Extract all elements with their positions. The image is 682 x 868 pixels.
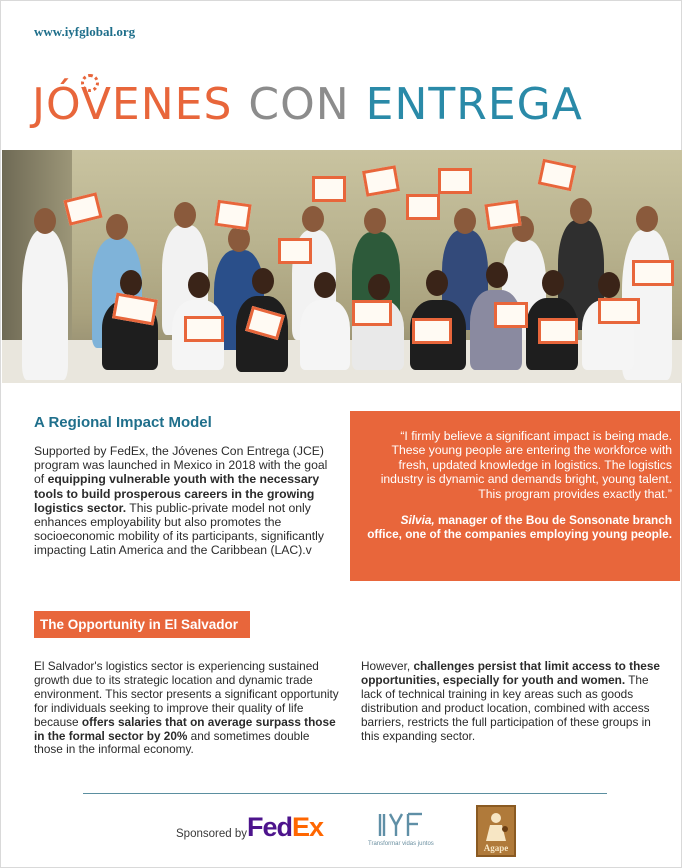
- intro-rest-text: This public-private model not only enhances employability but also promotes the socioeconomic mobility of its participants, significantly impacting Latin America and the Caribbean (LAC).v: [34, 500, 324, 558]
- group-photo: [2, 150, 682, 383]
- quote-attribution: [364, 513, 672, 542]
- agape-logo: [476, 805, 516, 857]
- photo-person: [22, 230, 68, 380]
- photo-certificate: [494, 302, 528, 328]
- photo-head: [486, 262, 508, 288]
- quote-text: “I firmly believe a significant impact is being made. These young people are entering the workforce with fresh, updated knowledge in logistics. The logistics industry is dynamic and demands bright, young talent. This program provides exactly that.”: [380, 429, 672, 501]
- photo-certificate: [214, 200, 251, 230]
- photo-certificate: [438, 168, 472, 194]
- photo-head: [598, 272, 620, 298]
- footer-divider: [83, 793, 607, 794]
- left-col-bold: offers salaries that on average surpass those in the formal sector by 20%: [34, 714, 336, 743]
- opportunity-right-column: [361, 660, 667, 743]
- right-col-text-end: The lack of technical training in key areas such as goods distribution and product location, combined with access barriers, restricts the full participation of these groups in this expanding sector.: [361, 672, 651, 743]
- photo-certificate: [406, 194, 440, 220]
- quote-speaker: Silvia,: [400, 513, 435, 528]
- photo-head: [174, 202, 196, 228]
- photo-certificate: [184, 316, 224, 342]
- site-url-link[interactable]: www.iyfglobal.org: [34, 24, 136, 39]
- quote-role: manager of the Bou de Sonsonate branch office, one of the companies employing young people.: [367, 513, 672, 542]
- photo-head: [368, 274, 390, 300]
- photo-certificate: [538, 159, 577, 192]
- regional-impact-heading: A Regional Impact Model: [34, 414, 212, 431]
- photo-head: [364, 208, 386, 234]
- photo-head: [252, 268, 274, 294]
- intro-bold-text: equipping vulnerable youth with the necessary tools to build prosperous careers in the growing logistics sector.: [34, 472, 320, 515]
- right-col-text: However,: [361, 659, 414, 673]
- photo-head: [542, 270, 564, 296]
- fedex-fed: Fed: [247, 812, 293, 842]
- photo-certificate: [598, 298, 640, 324]
- photo-head: [454, 208, 476, 234]
- photo-head: [636, 206, 658, 232]
- photo-certificate: [538, 318, 578, 344]
- photo-certificate: [278, 238, 312, 264]
- photo-head: [120, 270, 142, 296]
- photo-certificate: [352, 300, 392, 326]
- photo-head: [34, 208, 56, 234]
- photo-certificate: [412, 318, 452, 344]
- agape-figure-icon: [478, 809, 514, 843]
- photo-head: [106, 214, 128, 240]
- fedex-logo: [247, 812, 323, 843]
- photo-certificate: [632, 260, 674, 286]
- logo-word-con: CON: [248, 78, 350, 130]
- intro-text: Supported by FedEx, the Jóvenes Con Entrega (JCE) program was launched in Mexico in 2018 with the goal of: [34, 444, 328, 487]
- gear-icon: [81, 74, 99, 92]
- right-col-bold: challenges persist that limit access to these opportunities, especially for youth and women.: [361, 659, 660, 687]
- logo-word-jovenes: JÓVENES: [32, 78, 233, 130]
- photo-head: [302, 206, 324, 232]
- opportunity-left-column: [34, 660, 340, 757]
- logo-word-entrega: ENTREGA: [365, 78, 583, 130]
- opportunity-heading: The Opportunity in El Salvador: [34, 611, 250, 638]
- left-col-text-end: and sometimes double those in the informal economy.: [34, 728, 310, 757]
- testimonial-quote-box: [350, 411, 680, 581]
- photo-certificate: [312, 176, 346, 202]
- agape-label: Agape: [483, 843, 509, 853]
- photo-head: [314, 272, 336, 298]
- left-col-text: El Salvador's logistics sector is experiencing sustained growth due to its strategic location and dynamic trade environment. This sector presents a significant opportunity for individuals seeking to improve their quality of life because: [34, 659, 339, 729]
- photo-head: [188, 272, 210, 298]
- photo-certificate: [484, 200, 521, 230]
- photo-certificate: [362, 165, 400, 197]
- sponsored-by-label: Sponsored by: [176, 828, 247, 840]
- program-logo-title: [32, 72, 583, 136]
- iyf-tagline: Transformar vidas juntos: [368, 841, 434, 847]
- regional-impact-paragraph: [34, 444, 334, 558]
- photo-head: [426, 270, 448, 296]
- photo-head: [570, 198, 592, 224]
- fedex-ex: Ex: [292, 812, 324, 842]
- photo-person: [300, 300, 350, 370]
